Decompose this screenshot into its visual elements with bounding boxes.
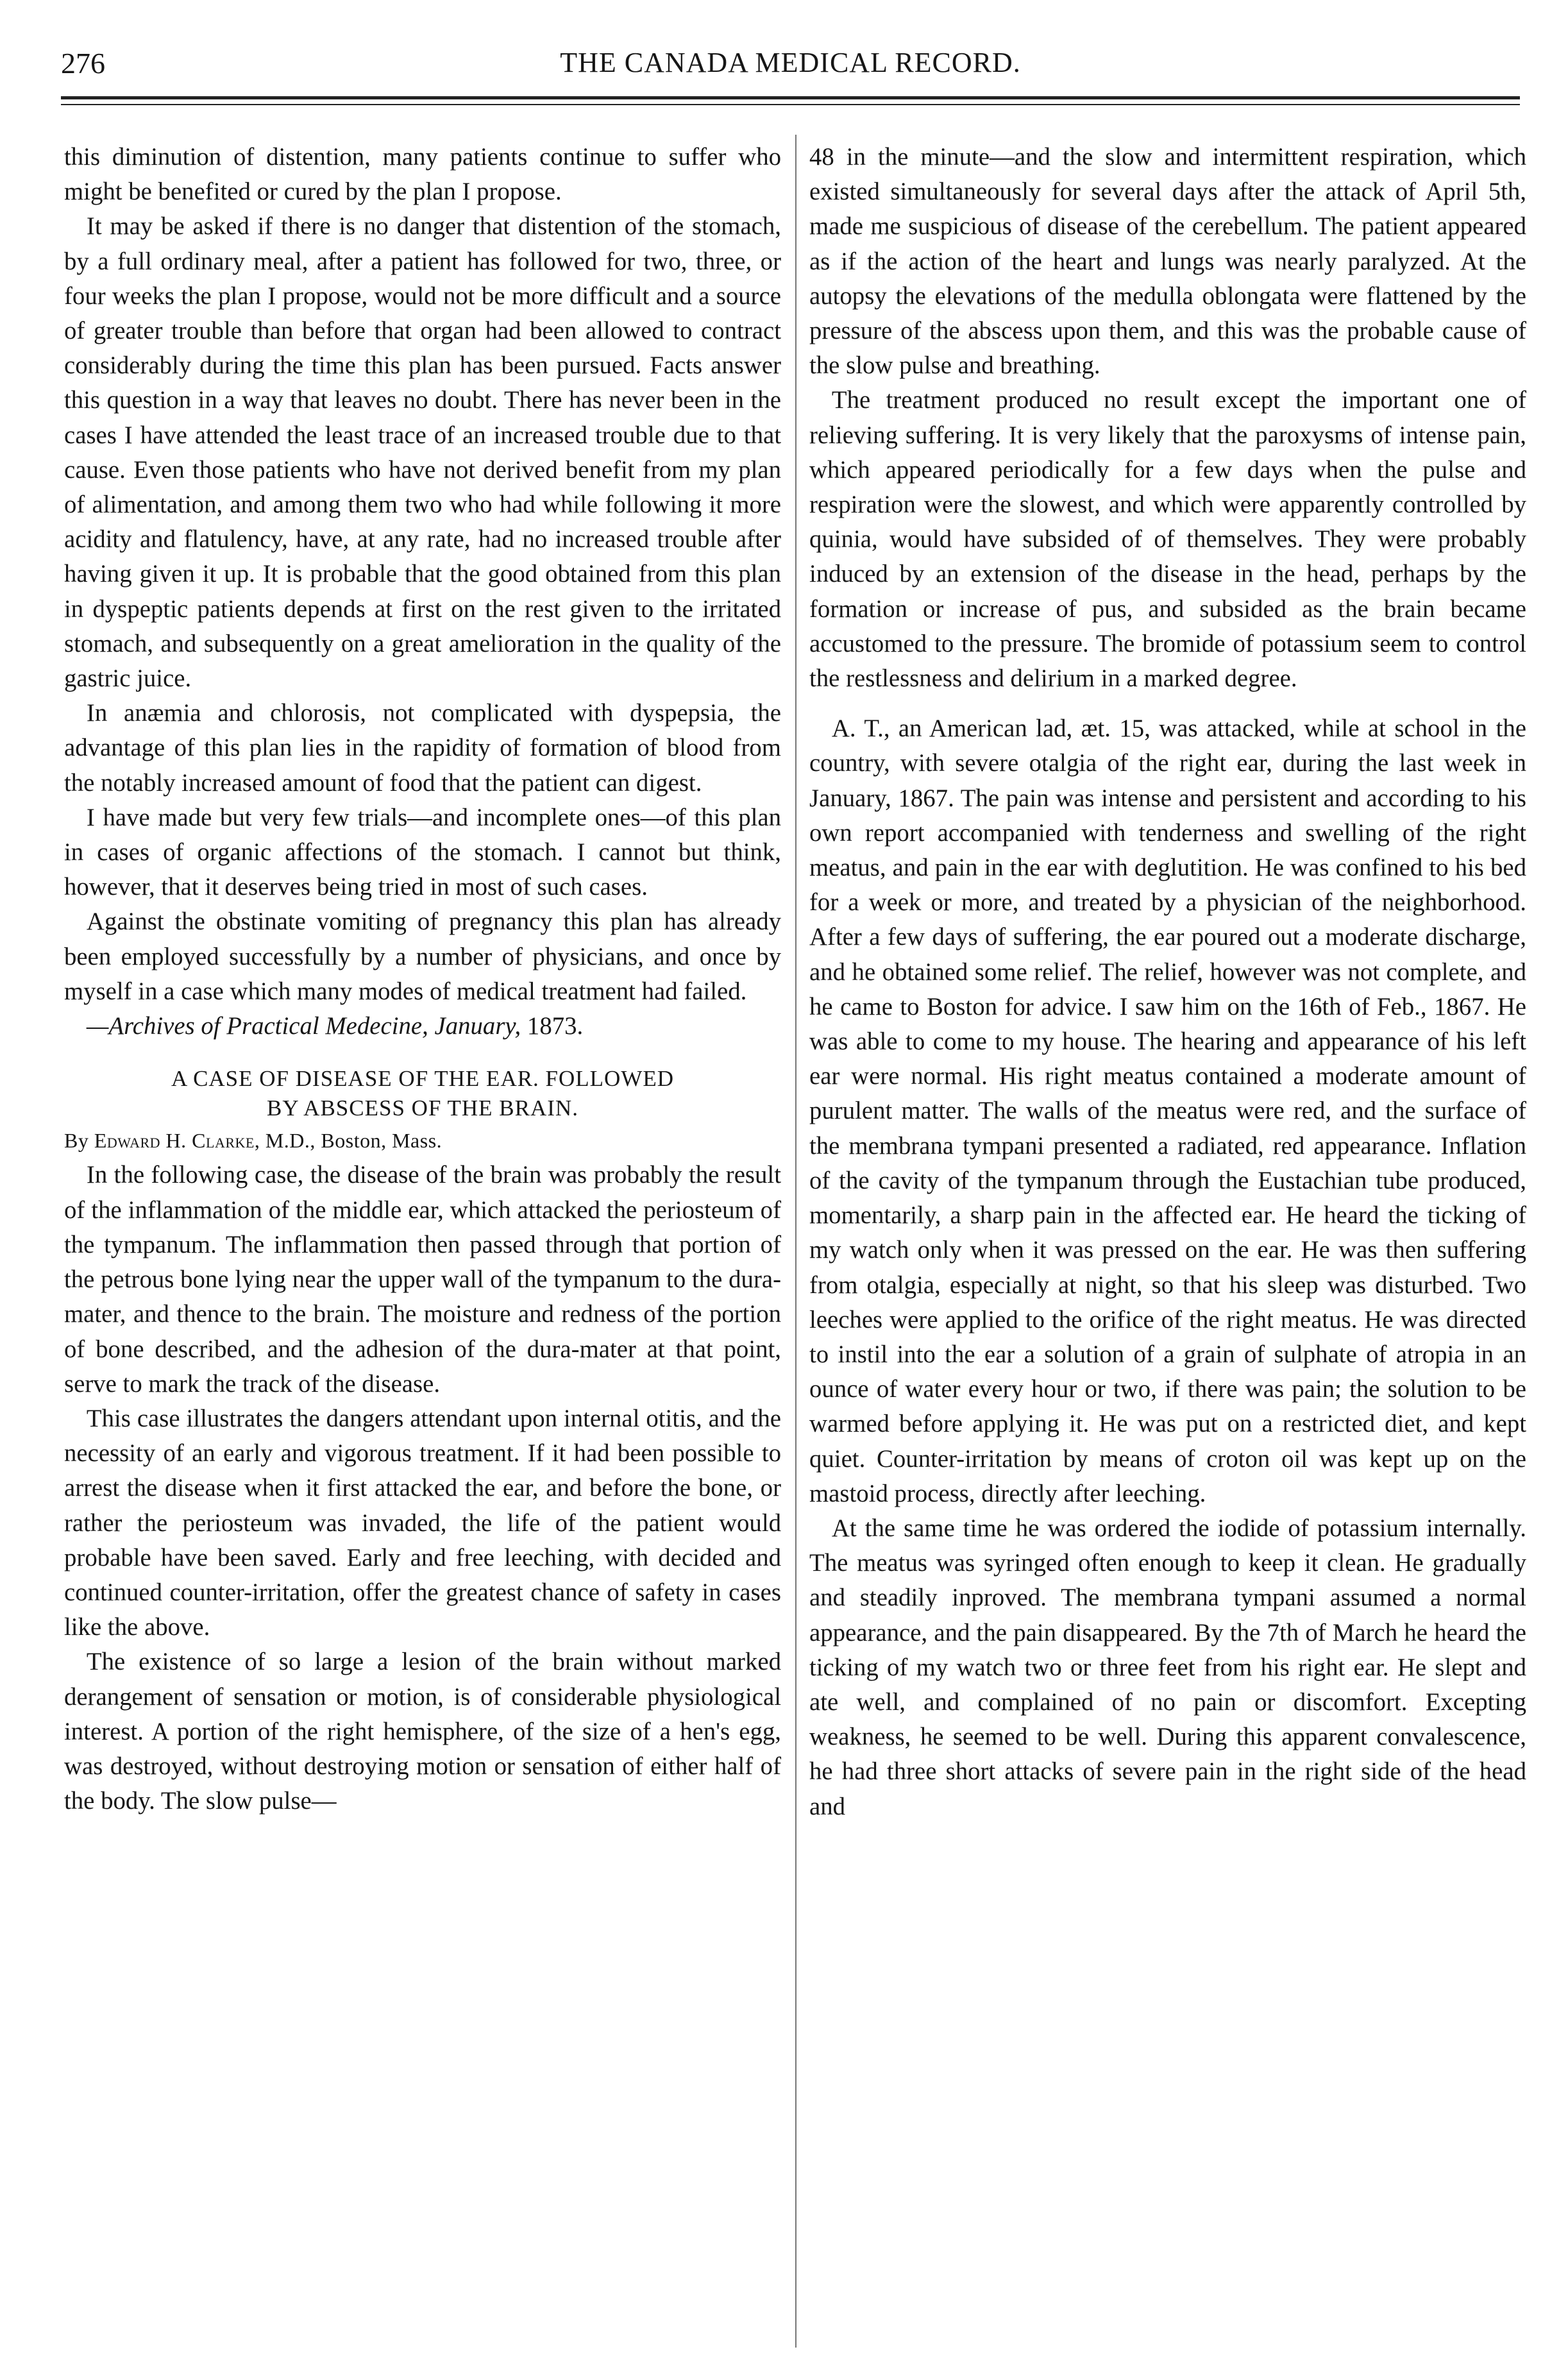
- paragraph: The existence of so large a lesion of the brain without marked derangement of sensation or motion, is of considerable physiological interest. A portion of the right hemisphere, of the size of a hen's egg, was destroyed, without destroying motion or sensation of either half of the body. The slow pulse—: [64, 1648, 781, 1815]
- paragraph: In anæmia and chlorosis, not complicated with dyspepsia, the advantage of this plan lies in the rapidity of formation of blood from the notably increased amount of food that the patient can digest.: [64, 699, 781, 797]
- right-column: [809, 140, 1526, 1824]
- paragraph: Against the obstinate vomiting of pregnancy this plan has already been employed successfully by a number of physicians, and once by myself in a case which many modes of medical treatment had failed.: [64, 908, 781, 1005]
- paragraph: 48 in the minute—and the slow and intermittent respiration, which existed simultaneously for several days after the attack of April 5th, made me suspicious of disease of the cerebellum. The patient appeared as if the action of the heart and lungs was nearly paralyzed. At the autopsy the elevations of the medulla oblongata were flattened by the pressure of the abscess upon them, and this was the probable cause of the slow pulse and breathing.: [809, 143, 1526, 380]
- left-column: [64, 140, 781, 1818]
- paragraph: This case illustrates the dangers attendant upon internal otitis, and the necessity of an early and vigorous treatment. If it had been possible to arrest the disease when it first attacked the ear, and before the bone, or rather the periosteum was invaded, the life of the patient would probable have been saved. Early and free leeching, with decided and continued counter-irritation, offer the greatest chance of safety in cases like the above.: [64, 1404, 781, 1641]
- citation: [64, 1009, 781, 1044]
- article-title: [64, 1064, 781, 1123]
- header-rule-thick: [61, 96, 1520, 99]
- citation-source: —Archives of Practical Medecine, January,: [86, 1012, 521, 1040]
- page-number: 276: [61, 47, 105, 80]
- paragraph: It may be asked if there is no danger that distention of the stomach, by a full ordinary meal, after a patient has followed for two, three, or four weeks the plan I propose, would not be more difficult and a source of greater trouble than before that organ had been allowed to contract considerably during the time this plan has been pursued. Facts answer this question in a way that leaves no doubt. There has never been in the cases I have attended the least trace of an increased trouble due to that cause. Even those patients who have not derived benefit from my plan of alimentation, and among them two who had while following it more acidity and flatulency, have, at any rate, had no increased trouble after having given it up. It is probable that the good obtained from this plan in dyspeptic patients depends at first on the rest given to the irritated stomach, and subsequently on a great amelioration in the quality of the gastric juice.: [64, 212, 781, 693]
- byline-location: Boston, Mass.: [321, 1129, 443, 1153]
- running-title: THE CANADA MEDICAL RECORD.: [560, 47, 1021, 78]
- paragraph: The treatment produced no result except the important one of relieving suffering. It is very likely that the paroxysms of intense pain, which appeared periodically for a few days when the pulse and respiration were the slowest, and which were apparently controlled by quinia, would have subsided of of themselves. They were probably induced by an extension of the disease in the head, perhaps by the formation or increase of pus, and subsided as the brain became accustomed to the pressure. The bromide of potassium seem to control the restlessness and delirium in a marked degree.: [809, 386, 1526, 693]
- paragraph: At the same time he was ordered the iodide of potassium internally. The meatus was syringed often enough to keep it clean. He gradually and steadily inproved. The membrana tympani assumed a normal appearance, and the pain disappeared. By the 7th of March he heard the ticking of my watch two or three feet from his right ear. He slept and ate well, and complained of no pain or discomfort. Excepting weakness, he seemed to be well. During this apparent convalescence, he had three short attacks of severe pain in the right side of the head and: [809, 1514, 1526, 1820]
- article-title-line1: A CASE OF DISEASE OF THE EAR. FOLLOWED: [171, 1066, 675, 1092]
- byline-author: Edward H. Clarke, M.D.,: [94, 1129, 316, 1153]
- paragraph: In the following case, the disease of the brain was probably the result of the inflammation of the middle ear, which attacked the periosteum of the tympanum. The inflammation then passed through that portion of the petrous bone lying near the upper wall of the tympanum to the dura-mater, and thence to the brain. The moisture and redness of the portion of bone described, and the adhesion of the dura-mater at that point, serve to mark the track of the disease.: [64, 1161, 781, 1398]
- column-divider: [795, 135, 797, 2348]
- byline: [64, 1123, 781, 1158]
- paragraph: this diminution of distention, many patients continue to suffer who might be benefited or cured by the plan I propose.: [64, 143, 781, 206]
- paragraph: I have made but very few trials—and incomplete ones—of this plan in cases of organic affections of the stomach. I cannot but think, however, that it deserves being tried in most of such cases.: [64, 803, 781, 901]
- page-header: [61, 46, 1520, 97]
- byline-prefix: By: [64, 1129, 89, 1153]
- citation-year: 1873.: [527, 1012, 584, 1040]
- header-rule-thin: [61, 104, 1520, 105]
- article-title-line2: BY ABSCESS OF THE BRAIN.: [267, 1096, 578, 1121]
- paragraph: A. T., an American lad, æt. 15, was attacked, while at school in the country, with severe otalgia of the right ear, during the last week in January, 1867. The pain was intense and persistent and according to his own report accompanied with tenderness and swelling of the right meatus, and pain in the ear with deglutition. He was confined to his bed for a week or more, and treated by a physician of the neighborhood. After a few days of suffering, the ear poured out a moderate discharge, and he obtained some relief. The relief, however was not complete, and he came to Boston for advice. I saw him on the 16th of Feb., 1867. He was able to come to my house. The hearing and appearance of his left ear were normal. His right meatus contained a moderate amount of purulent matter. The walls of the meatus were red, and the surface of the membrana tympani presented a radiated, red appearance. Inflation of the cavity of the tympanum through the Eustachian tube produced, momentarily, a sharp pain in the affected ear. He heard the ticking of my watch only when it was pressed on the ear. He was then suffering from otalgia, especially at night, so that his sleep was disturbed. Two leeches were applied to the orifice of the right meatus. He was directed to instil into the ear a solution of a grain of sulphate of atropia in an ounce of water every hour or two, if there was pain; the solution to be warmed before applying it. He was put on a restricted diet, and kept quiet. Counter-irritation by means of croton oil was kept up on the mastoid process, directly after leeching.: [809, 715, 1526, 1507]
